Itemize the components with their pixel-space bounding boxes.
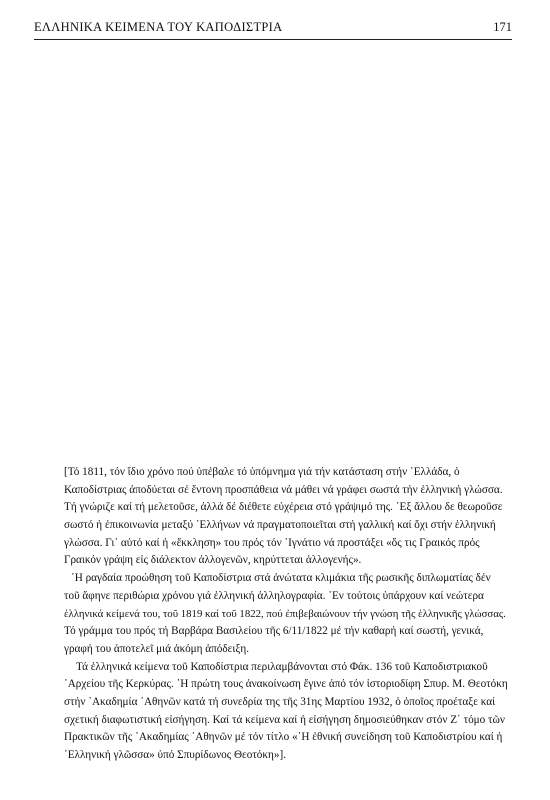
text-line: γλώσσα. Γι᾿ αὐτό καί ἡ «ἔκκληση» του πρός τόν ᾿Ιγνάτιο νά προστάξει «ὅς τις Γραικός πρός xyxy=(64,536,480,549)
page-number: 171 xyxy=(493,20,512,34)
text-line: [Τό 1811, τόν ἴδιο χρόνο πού ὑπέβαλε τό ὑπόμνημα γιά τήν κατάσταση στήν ῾Ελλάδα, ὁ xyxy=(64,466,460,478)
text-line: σχετική διαφωτιστική εἰσήγηση. Καί τά κείμενα καί ἡ εἰσήγηση δημοσιεύθηκαν στόν Ζ΄ τόμο τῶν xyxy=(64,713,505,726)
text-line: ῾Ελληνική γλῶσσα» ὑπό Σπυρίδωνος Θεοτόκη»]. xyxy=(64,749,287,761)
text-line: Τό γράμμα του πρός τή Βαρβάρα Βασιλείου τῆς 6/11/1822 μέ τήν καθαρή καί σωστή, γενικά, xyxy=(64,625,484,638)
text-line: Πρακτικῶν τῆς ᾿Ακαδημίας ᾿Αθηνῶν μέ τόν τίτλο «῾Η ἐθνική συνείδηση τοῦ Καποδιστρίου καί ἡ xyxy=(64,731,503,744)
text-line: σωστό ἡ ἐπικοινωνία μεταξύ ῾Ελλήνων νά πραγματοποιεῖται στή γαλλική καί ὄχι στήν ἑλληνική xyxy=(64,519,496,532)
page-header xyxy=(34,20,512,36)
body-text xyxy=(64,464,512,765)
text-line: τοῦ ἄφηνε περιθώρια χρόνου γιά ἑλληνική ἀλληλογραφία. ᾿Εν τούτοις ὑπάρχουν καί νεώτερα xyxy=(64,589,484,602)
text-line: Καποδίστριας ἀποδύεται σέ ἔντονη προσπάθεια νά μάθει νά γράφει σωστά τήν ἑλληνική γλώσσα. xyxy=(64,483,503,496)
text-line: ῾Η ραγδαία προώθηση τοῦ Καποδίστρια στά ἀνώτατα κλιμάκια τῆς ρωσικῆς διπλωματίας δέν xyxy=(71,572,491,585)
header-rule xyxy=(34,39,512,40)
text-line: ἑλληνικά κείμενά του, τοῦ 1819 καί τοῦ 1822, πού ἐπιβεβαιώνουν τήν γνώση τῆς ἑλληνικῆς γλώσσας. xyxy=(64,607,506,620)
text-line: γραφή του ἀποτελεῖ μιά ἀκόμη ἀπόδειξη. xyxy=(64,642,250,655)
text-line: Τή γνώριζε καί τή μελετοῦσε, ἀλλά δέ διέθετε εὐχέρεια στό γράψιμό της. ᾿Εξ ἄλλου δε θεωροῦσε xyxy=(64,501,503,514)
running-title: ΕΛΛΗΝΙΚΑ ΚΕΙΜΕΝΑ ΤΟΥ ΚΑΠΟΔΙΣΤΡΙΑ xyxy=(34,20,283,34)
text-line: Τά ἑλληνικά κείμενα τοῦ Καποδίστρια περιλαμβάνονται στό Φάκ. 136 τοῦ Καποδιστριακοῦ xyxy=(76,660,488,673)
text-line: στήν ᾿Ακαδημία ᾿Αθηνῶν κατά τή συνεδρία της τῆς 31ης Μαρτίου 1932, ὁ ὁποῖος προέταξε καί xyxy=(64,695,496,708)
text-line: ᾿Αρχείου τῆς Κερκύρας. ῾Η πρώτη τους ἀνακοίνωση ἔγινε ἀπό τόν ἱστοριοδίφη Σπυρ. Μ. Θεοτόκη xyxy=(64,678,508,691)
text-line: Γραικόν γράψη εἰς διάλεκτον ἀλλογενῶν, κηρύττεται ἀλλογενής». xyxy=(64,554,362,567)
